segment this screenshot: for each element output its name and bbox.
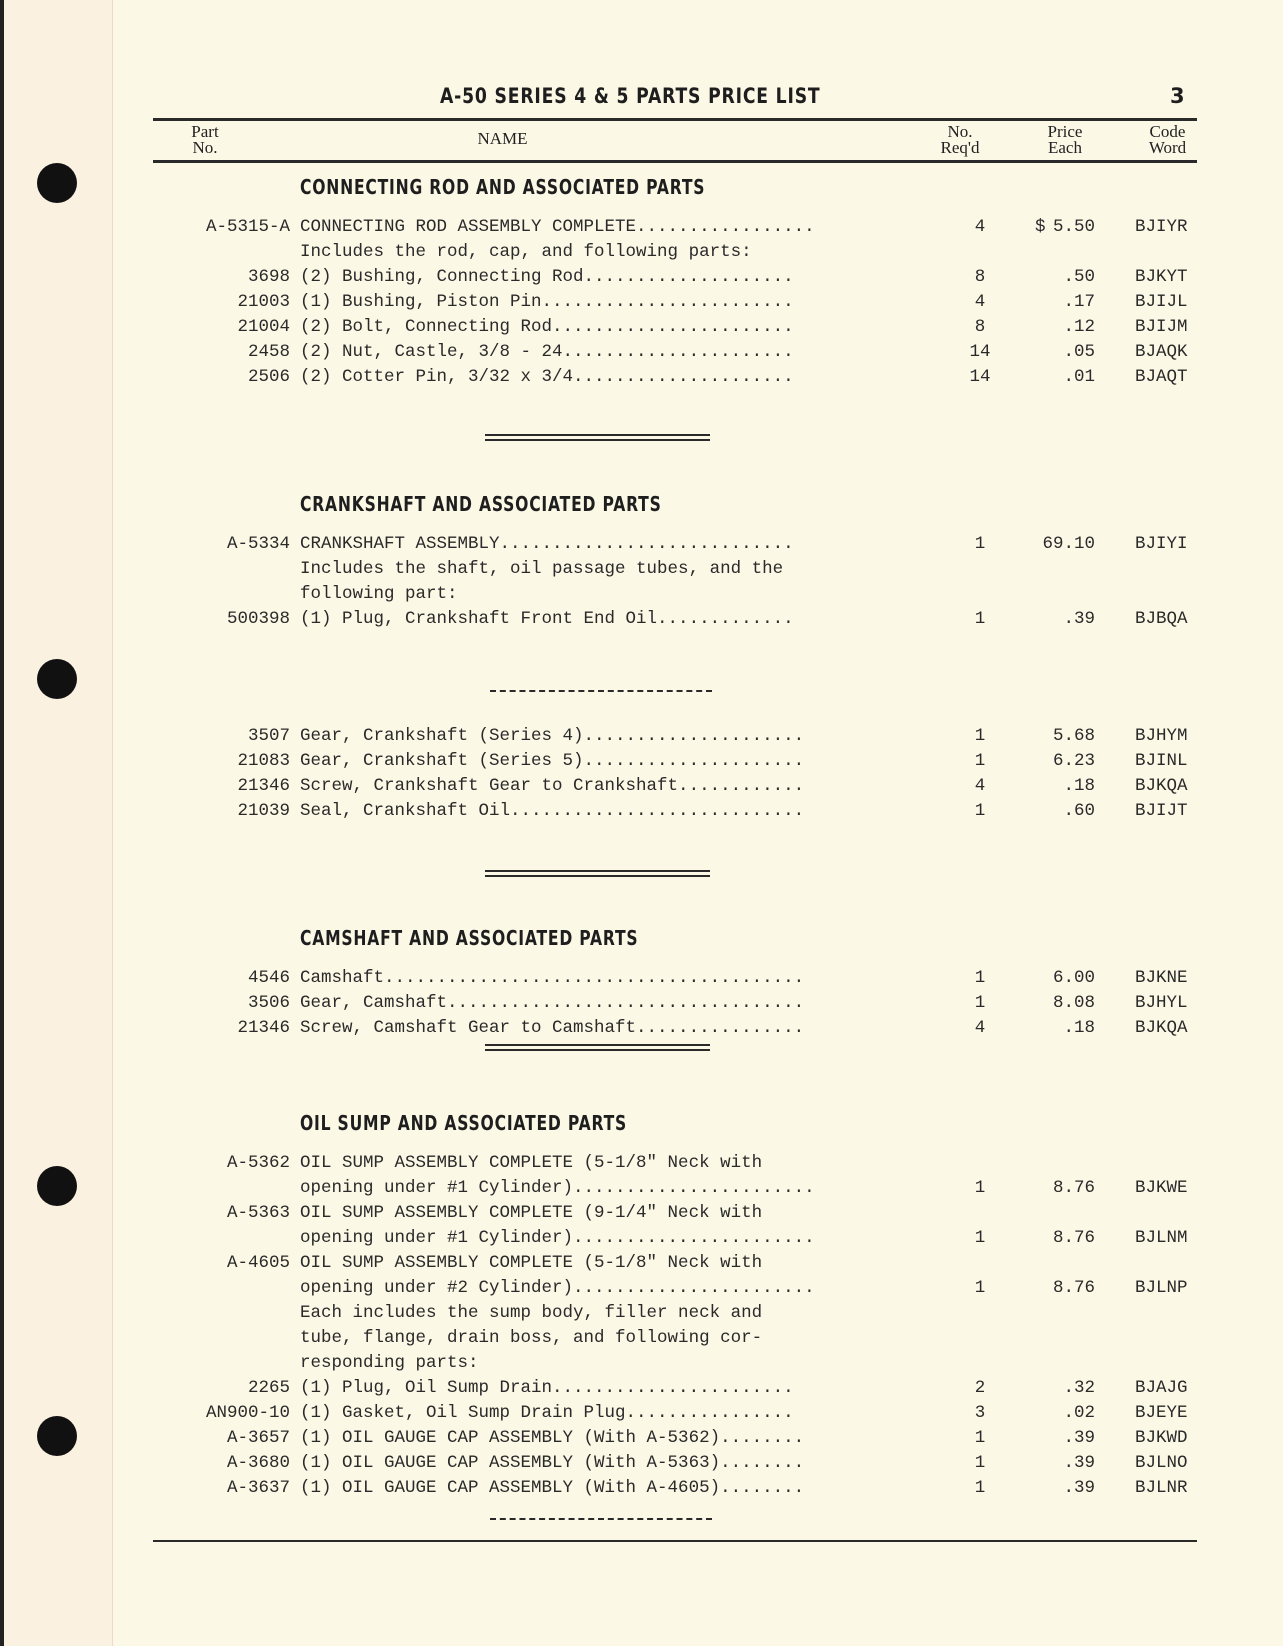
col-header-price-each <box>1030 124 1100 156</box>
part-name: OIL SUMP ASSEMBLY COMPLETE (9-1/4" Neck with <box>300 1203 763 1223</box>
part-name: OIL SUMP ASSEMBLY COMPLETE (5-1/8" Neck with <box>300 1253 763 1273</box>
part-name: Screw, Camshaft Gear to Camshaft................ <box>300 1018 805 1038</box>
section-divider <box>485 434 710 441</box>
part-name: (2) Nut, Castle, 3/8 - 24...................... <box>300 342 794 362</box>
page-margin <box>0 0 113 1646</box>
table-row <box>140 1178 1200 1203</box>
price-each: 8.08 <box>1052 993 1095 1013</box>
table-row <box>140 217 1200 242</box>
code-word: BJIYR <box>1135 217 1188 237</box>
part-name: CONNECTING ROD ASSEMBLY COMPLETE................. <box>300 217 815 237</box>
part-number: A-5315-A <box>205 217 290 237</box>
price-each: 6.23 <box>1052 751 1095 771</box>
quantity-required: 1 <box>974 534 986 554</box>
quantity-required: 1 <box>974 1178 986 1198</box>
price-each: .39 <box>1063 1428 1095 1448</box>
part-number: A-5362 <box>226 1153 290 1173</box>
col-header-line: Code <box>1149 122 1186 141</box>
quantity-required: 8 <box>974 317 986 337</box>
part-name: (1) Bushing, Piston Pin........................ <box>300 292 794 312</box>
section-divider <box>485 1044 710 1051</box>
part-number: 21083 <box>237 751 290 771</box>
table-row <box>140 1253 1200 1278</box>
col-header-line: Word <box>1148 138 1187 157</box>
code-word: BJIJM <box>1135 317 1188 337</box>
part-name: opening under #1 Cylinder)....................... <box>300 1228 815 1248</box>
part-name: (1) OIL GAUGE CAP ASSEMBLY (With A-5362)........ <box>300 1428 805 1448</box>
part-number: A-3657 <box>226 1428 290 1448</box>
part-name: (1) Gasket, Oil Sump Drain Plug................ <box>300 1403 794 1423</box>
price-each: 5.50 <box>1052 217 1095 237</box>
part-number: AN900-10 <box>205 1403 290 1423</box>
col-header-code-word <box>1135 124 1200 156</box>
code-word: BJKYT <box>1135 267 1188 287</box>
part-name: (2) Cotter Pin, 3/32 x 3/4..................... <box>300 367 794 387</box>
part-number: A-3680 <box>226 1453 290 1473</box>
header-rule-top <box>153 118 1197 121</box>
part-number: 21346 <box>237 1018 290 1038</box>
dashed-divider <box>490 690 712 692</box>
section-title: CRANKSHAFT AND ASSOCIATED PARTS <box>300 492 662 516</box>
table-row <box>140 751 1200 776</box>
dashed-divider <box>490 1518 712 1520</box>
price-each: .39 <box>1063 609 1095 629</box>
col-header-name: NAME <box>477 129 528 148</box>
price-each: .60 <box>1063 801 1095 821</box>
col-header-line: Price <box>1047 122 1083 141</box>
part-name: (2) Bolt, Connecting Rod....................... <box>300 317 794 337</box>
part-name: Each includes the sump body, filler neck and <box>300 1303 763 1323</box>
quantity-required: 14 <box>969 342 991 362</box>
code-word: BJAJG <box>1135 1378 1188 1398</box>
table-row <box>140 801 1200 826</box>
price-each: .18 <box>1063 1018 1095 1038</box>
table-row <box>140 292 1200 317</box>
quantity-required: 1 <box>974 609 986 629</box>
code-word: BJKQA <box>1135 1018 1188 1038</box>
col-header-line: Req'd <box>940 138 980 157</box>
table-row <box>140 726 1200 751</box>
table-row <box>140 534 1200 559</box>
table-row <box>140 1403 1200 1428</box>
col-header-no-reqd <box>925 124 995 156</box>
quantity-required: 4 <box>974 776 986 796</box>
table-row <box>140 559 1200 584</box>
part-number: 3698 <box>247 267 290 287</box>
quantity-required: 1 <box>974 1453 986 1473</box>
code-word: BJKQA <box>1135 776 1188 796</box>
price-each: 8.76 <box>1052 1178 1095 1198</box>
footer-rule <box>153 1540 1197 1542</box>
code-word: BJLNM <box>1135 1228 1188 1248</box>
section-title: CAMSHAFT AND ASSOCIATED PARTS <box>300 926 639 950</box>
part-number: A-4605 <box>226 1253 290 1273</box>
dollar-sign: $ <box>1035 217 1046 237</box>
binder-hole-icon <box>37 659 77 699</box>
part-number: 3507 <box>247 726 290 746</box>
part-number: 21039 <box>237 801 290 821</box>
binder-hole-icon <box>37 1416 77 1456</box>
header-rule-bottom <box>153 160 1197 163</box>
part-number: A-3637 <box>226 1478 290 1498</box>
part-number: 2506 <box>247 367 290 387</box>
table-row <box>140 1428 1200 1453</box>
part-name: Includes the shaft, oil passage tubes, and the <box>300 559 784 579</box>
table-row <box>140 1228 1200 1253</box>
price-each: .17 <box>1063 292 1095 312</box>
code-word: BJHYM <box>1135 726 1188 746</box>
table-row <box>140 1018 1200 1043</box>
part-name: tube, flange, drain boss, and following cor- <box>300 1328 763 1348</box>
quantity-required: 8 <box>974 267 986 287</box>
code-word: BJIYI <box>1135 534 1188 554</box>
part-number: 3506 <box>247 993 290 1013</box>
col-header-line: No. <box>947 122 973 141</box>
part-name: OIL SUMP ASSEMBLY COMPLETE (5-1/8" Neck with <box>300 1153 763 1173</box>
table-row <box>140 317 1200 342</box>
price-each: .18 <box>1063 776 1095 796</box>
part-name: Gear, Crankshaft (Series 4)..................... <box>300 726 805 746</box>
code-word: BJLNO <box>1135 1453 1188 1473</box>
quantity-required: 1 <box>974 1278 986 1298</box>
price-each: .12 <box>1063 317 1095 337</box>
section-divider <box>485 870 710 877</box>
part-name: CRANKSHAFT ASSEMBLY............................ <box>300 534 794 554</box>
quantity-required: 1 <box>974 1478 986 1498</box>
code-word: BJLNP <box>1135 1278 1188 1298</box>
section-title: OIL SUMP AND ASSOCIATED PARTS <box>300 1111 628 1135</box>
part-name: responding parts: <box>300 1353 479 1373</box>
code-word: BJKWE <box>1135 1178 1188 1198</box>
quantity-required: 1 <box>974 726 986 746</box>
price-each: .02 <box>1063 1403 1095 1423</box>
part-name: following part: <box>300 584 458 604</box>
quantity-required: 1 <box>974 801 986 821</box>
part-number: 4546 <box>247 968 290 988</box>
part-name: Screw, Crankshaft Gear to Crankshaft............ <box>300 776 805 796</box>
part-name: opening under #2 Cylinder)....................... <box>300 1278 815 1298</box>
price-each: 6.00 <box>1052 968 1095 988</box>
code-word: BJINL <box>1135 751 1188 771</box>
table-row <box>140 584 1200 609</box>
table-row <box>140 993 1200 1018</box>
part-number: A-5334 <box>226 534 290 554</box>
table-row <box>140 968 1200 993</box>
part-number: A-5363 <box>226 1203 290 1223</box>
code-word: BJEYE <box>1135 1403 1188 1423</box>
price-each: .50 <box>1063 267 1095 287</box>
page-edge <box>0 0 4 1646</box>
table-row <box>140 242 1200 267</box>
price-each: .39 <box>1063 1478 1095 1498</box>
col-header-line: Part <box>191 122 219 141</box>
part-name: (1) Plug, Crankshaft Front End Oil............. <box>300 609 794 629</box>
quantity-required: 3 <box>974 1403 986 1423</box>
part-name: (1) Plug, Oil Sump Drain....................... <box>300 1378 794 1398</box>
code-word: BJHYL <box>1135 993 1188 1013</box>
price-each: 8.76 <box>1052 1278 1095 1298</box>
col-header-line: No. <box>192 138 218 157</box>
code-word: BJBQA <box>1135 609 1188 629</box>
code-word: BJKNE <box>1135 968 1188 988</box>
part-number: 500398 <box>226 609 290 629</box>
col-header-line: Each <box>1048 138 1082 157</box>
quantity-required: 4 <box>974 292 986 312</box>
page-number: 3 <box>1170 84 1185 108</box>
quantity-required: 2 <box>974 1378 986 1398</box>
part-name: Gear, Camshaft.................................. <box>300 993 805 1013</box>
quantity-required: 1 <box>974 993 986 1013</box>
part-number: 2265 <box>247 1378 290 1398</box>
quantity-required: 4 <box>974 217 986 237</box>
part-number: 21003 <box>237 292 290 312</box>
price-each: 69.10 <box>1042 534 1095 554</box>
table-row <box>140 1478 1200 1503</box>
part-name: (1) OIL GAUGE CAP ASSEMBLY (With A-5363)........ <box>300 1453 805 1473</box>
table-row <box>140 367 1200 392</box>
code-word: BJAQT <box>1135 367 1188 387</box>
table-row <box>140 1378 1200 1403</box>
quantity-required: 14 <box>969 367 991 387</box>
part-name: Gear, Crankshaft (Series 5)..................... <box>300 751 805 771</box>
price-each: .32 <box>1063 1378 1095 1398</box>
part-name: Seal, Crankshaft Oil............................ <box>300 801 805 821</box>
price-each: .39 <box>1063 1453 1095 1473</box>
table-row <box>140 267 1200 292</box>
quantity-required: 1 <box>974 968 986 988</box>
table-row <box>140 1453 1200 1478</box>
col-header-part-no <box>165 124 245 156</box>
table-row <box>140 1328 1200 1353</box>
part-name: (1) OIL GAUGE CAP ASSEMBLY (With A-4605)........ <box>300 1478 805 1498</box>
table-row <box>140 609 1200 634</box>
quantity-required: 4 <box>974 1018 986 1038</box>
table-row <box>140 776 1200 801</box>
binder-hole-icon <box>37 163 77 203</box>
price-each: .01 <box>1063 367 1095 387</box>
code-word: BJIJL <box>1135 292 1188 312</box>
part-number: 21004 <box>237 317 290 337</box>
binder-hole-icon <box>37 1166 77 1206</box>
table-row <box>140 1303 1200 1328</box>
quantity-required: 1 <box>974 1428 986 1448</box>
code-word: BJLNR <box>1135 1478 1188 1498</box>
table-row <box>140 342 1200 367</box>
quantity-required: 1 <box>974 1228 986 1248</box>
table-row <box>140 1278 1200 1303</box>
part-name: Includes the rod, cap, and following parts: <box>300 242 752 262</box>
section-title: CONNECTING ROD AND ASSOCIATED PARTS <box>300 175 706 199</box>
part-name: (2) Bushing, Connecting Rod.................... <box>300 267 794 287</box>
part-number: 21346 <box>237 776 290 796</box>
part-name: opening under #1 Cylinder)....................... <box>300 1178 815 1198</box>
part-number: 2458 <box>247 342 290 362</box>
page-title: A-50 SERIES 4 & 5 PARTS PRICE LIST <box>440 84 821 108</box>
part-name: Camshaft........................................ <box>300 968 805 988</box>
table-row <box>140 1203 1200 1228</box>
price-each: 5.68 <box>1052 726 1095 746</box>
table-row <box>140 1353 1200 1378</box>
table-row <box>140 1153 1200 1178</box>
price-each: .05 <box>1063 342 1095 362</box>
price-each: 8.76 <box>1052 1228 1095 1248</box>
code-word: BJKWD <box>1135 1428 1188 1448</box>
code-word: BJIJT <box>1135 801 1188 821</box>
quantity-required: 1 <box>974 751 986 771</box>
code-word: BJAQK <box>1135 342 1188 362</box>
